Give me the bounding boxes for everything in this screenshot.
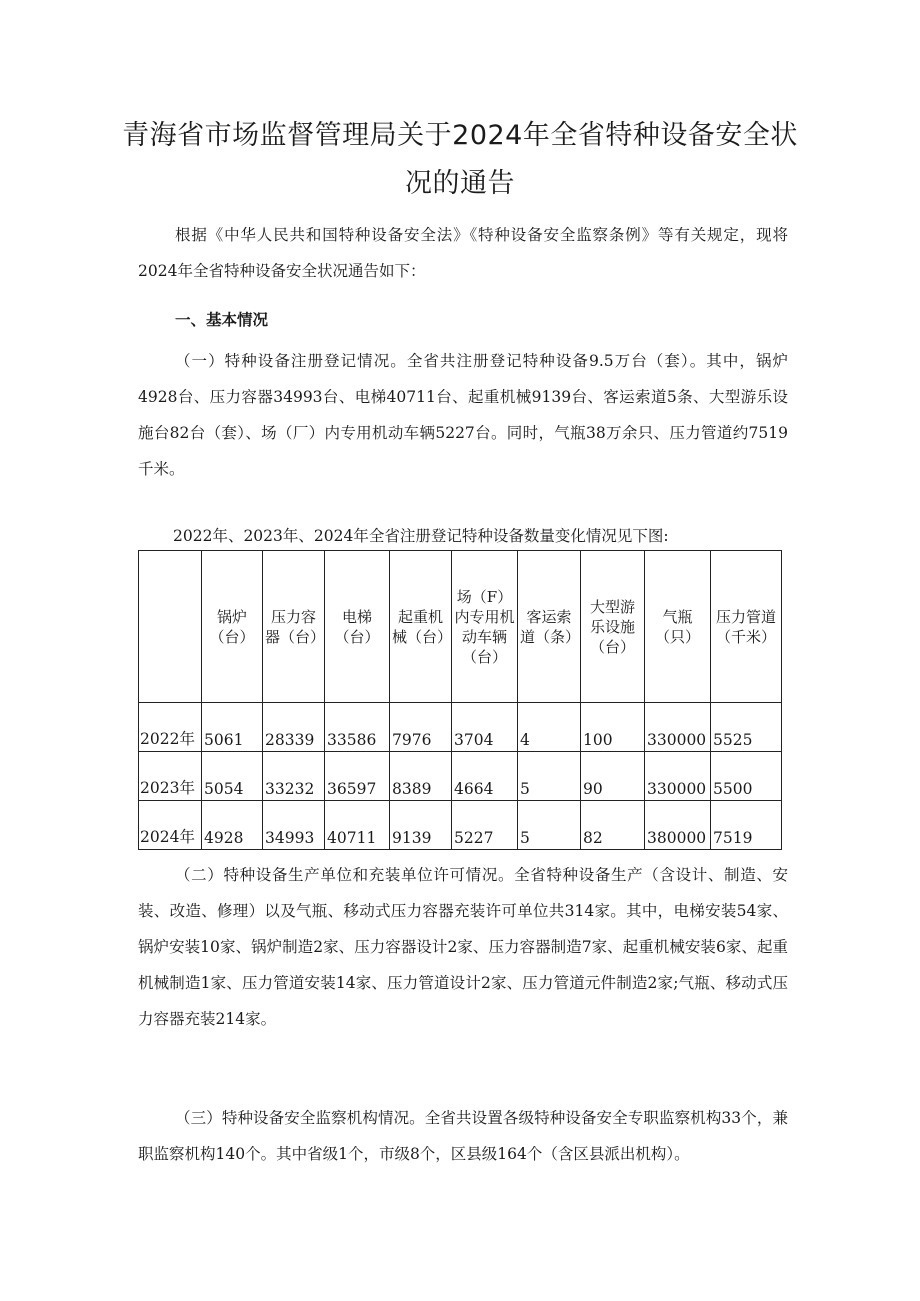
table-cell: 5227 [452,801,518,850]
table-cell: 380000 [645,801,711,850]
header-cell: 压力管道（千米） [711,551,782,703]
table-cell: 330000 [645,752,711,801]
table-cell: 2024年 [139,801,202,850]
table-cell: 330000 [645,703,711,752]
table-cell: 36597 [325,752,390,801]
table-cell: 5525 [711,703,782,752]
table-cell: 5 [518,801,581,850]
table-cell: 5 [518,752,581,801]
header-cell: 大型游乐设施（台） [581,551,645,703]
table-cell: 34993 [263,801,325,850]
table-row [139,801,782,850]
table-cell: 7519 [711,801,782,850]
table-cell: 82 [581,801,645,850]
table-cell: 2023年 [139,752,202,801]
table-caption: 2022年、2023年、2024年全省注册登记特种设备数量变化情况见下图: [173,527,669,545]
table-row [139,703,782,752]
table-cell: 100 [581,703,645,752]
section-heading: 一、基本情况 [175,311,269,329]
table-cell: 5054 [202,752,263,801]
table-cell: 4 [518,703,581,752]
header-cell [139,551,202,703]
table-cell: 3704 [452,703,518,752]
production-paragraph: （二）特种设备生产单位和充装单位许可情况。全省特种设备生产（含设计、制造、安装、改造、修理）以及气瓶、移动式压力容器充装许可单位共314家。其中，电梯安装54家、锅炉安装10家、锅炉制造2家、压力容器设计2家、压力容器制造7家、起重机械安装6家、起重机械制造1家、压力管道安装14家、压力管道设计2家、压力管道元件制造2家;气瓶、移动式压力容器充装214家。 [138,866,788,1028]
table-row [139,752,782,801]
table-cell: 90 [581,752,645,801]
table-cell: 33232 [263,752,325,801]
header-cell: 电梯（台） [325,551,390,703]
header-cell: 锅炉（台） [202,551,263,703]
header-cell: 压力容器（台） [263,551,325,703]
table-cell: 5500 [711,752,782,801]
table-cell: 5061 [202,703,263,752]
table-cell: 4664 [452,752,518,801]
header-cell: 气瓶（只） [645,551,711,703]
intro-paragraph: 根据《中华人民共和国特种设备安全法》《特种设备安全监察条例》等有关规定，现将2024年全省特种设备安全状况通告如下： [138,226,788,280]
header-cell: 客运索道（条） [518,551,581,703]
table-cell: 7976 [390,703,452,752]
table-cell: 8389 [390,752,452,801]
table-cell: 33586 [325,703,390,752]
table-cell: 2022年 [139,703,202,752]
table-header-row [139,551,782,703]
page-title: 青海省市场监督管理局关于2024年全省特种设备安全状况的通告 [122,120,798,199]
equipment-table [138,550,782,850]
table-cell: 4928 [202,801,263,850]
registration-paragraph: （一）特种设备注册登记情况。全省共注册登记特种设备9.5万台（套）。其中，锅炉4928台、压力容器34993台、电梯40711台、起重机械9139台、客运索道5条、大型游乐设施台82台（套）、场（厂）内专用机动车辆5227台。同时，气瓶38万余只、压力管道约7519千米。 [138,352,788,478]
table-cell: 40711 [325,801,390,850]
supervision-paragraph: （三）特种设备安全监察机构情况。全省共设置各级特种设备安全专职监察机构33个，兼职监察机构140个。其中省级1个，市级8个，区县级164个（含区县派出机构）。 [138,1109,788,1163]
table-cell: 28339 [263,703,325,752]
table-cell: 9139 [390,801,452,850]
header-cell: 场（F）内专用机动车辆（台） [452,551,518,703]
header-cell: 起重机械（台） [390,551,452,703]
